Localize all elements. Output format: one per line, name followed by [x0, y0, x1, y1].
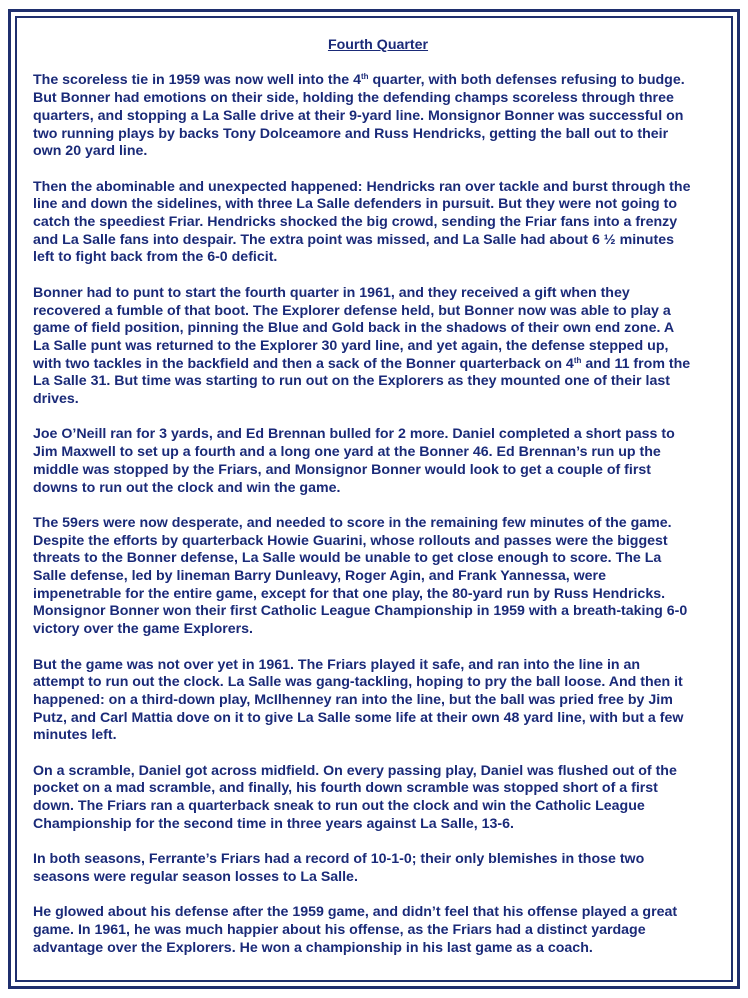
text-segment: threats to the Bonner defense, La Salle would be unable to get close enough to score. The La: [33, 550, 662, 567]
text-segment: game of field position, pinning the Blue and Gold back in the shadows of their own end zone. A: [33, 320, 675, 337]
text-segment: drives.: [33, 391, 79, 408]
text-segment: quarter, with both defenses refusing to budge.: [368, 72, 685, 89]
text-line: [33, 320, 723, 338]
paragraph: [33, 851, 723, 886]
text-segment: Despite the efforts by quarterback Howie Guarini, whose rollouts and passes were the biggest: [33, 532, 668, 549]
text-segment: Then the abominable and unexpected happened: Hendricks ran over tackle and burst through the: [33, 178, 691, 195]
paragraph: [33, 763, 723, 834]
text-segment: On a scramble, Daniel got across midfield. On every passing play, Daniel was flushed out of the: [33, 762, 677, 779]
text-segment: Monsignor Bonner won their first Catholic League Championship in 1959 with a breath-taking 6-0: [33, 603, 688, 620]
text-line: [33, 214, 723, 232]
text-line: [33, 869, 723, 887]
document-title: Fourth Quarter: [327, 37, 429, 53]
text-segment: Putz, and Carl Mattia dove on it to give La Salle some life at their own 48 yard line, with but a few: [33, 709, 684, 726]
paragraph: [33, 426, 723, 497]
text-segment: pocket on a mad scramble, and finally, his fourth down scramble was stopped short of a first: [33, 780, 658, 797]
text-line: [33, 904, 723, 922]
text-line: [33, 763, 723, 781]
text-line: [33, 674, 723, 692]
text-segment: game. In 1961, he was much happier about his offense, as the Friars had a distinct yardage: [33, 922, 646, 939]
text-segment: two running plays by backs Tony Dolceamore and Russ Hendricks, getting the ball out to their: [33, 125, 669, 142]
text-line: [33, 90, 723, 108]
paragraph: [33, 179, 723, 268]
text-line: [33, 621, 723, 639]
text-line: [33, 285, 723, 303]
text-line: [33, 232, 723, 250]
text-line: [33, 444, 723, 462]
text-line: [33, 391, 723, 409]
text-line: [33, 480, 723, 498]
paragraph: [33, 285, 723, 409]
text-line: [33, 462, 723, 480]
text-segment: The 59ers were now desperate, and needed to score in the remaining few minutes of the game.: [33, 514, 672, 531]
text-line: [33, 515, 723, 533]
text-segment: line and down the sidelines, with three La Salle defenders in pursuit. But they were not going to: [33, 196, 678, 213]
text-segment: But Bonner had emotions on their side, holding the defending champs scoreless through three: [33, 90, 674, 107]
text-line: [33, 108, 723, 126]
text-line: [33, 550, 723, 568]
text-line: [33, 568, 723, 586]
text-line: [33, 356, 723, 374]
text-segment: Joe O’Neill ran for 3 yards, and Ed Brennan bulled for 2 more. Daniel completed a short pass to: [33, 426, 675, 443]
text-line: [33, 196, 723, 214]
text-segment: He glowed about his defense after the 1959 game, and didn’t feel that his offense played a great: [33, 904, 678, 921]
text-segment: seasons were regular season losses to La Salle.: [33, 868, 358, 885]
text-segment: La Salle 31. But time was starting to run out on the Explorers as they mounted one of their last: [33, 373, 670, 390]
text-line: [33, 249, 723, 267]
text-line: [33, 816, 723, 834]
paragraph-list: [33, 72, 723, 957]
text-line: [33, 426, 723, 444]
text-line: [33, 533, 723, 551]
paragraph: [33, 904, 723, 957]
text-segment: left to fight back from the 6-0 deficit.: [33, 249, 278, 266]
text-segment: But the game was not over yet in 1961. The Friars played it safe, and ran into the line in an: [33, 656, 641, 673]
text-segment: advantage over the Explorers. He won a championship in his last game as a coach.: [33, 939, 593, 956]
text-segment: recovered a fumble of that boot. The Explorer defense held, but Bonner now was able to play a: [33, 302, 671, 319]
paragraph: [33, 515, 723, 639]
text-line: [33, 710, 723, 728]
text-line: [33, 780, 723, 798]
text-line: [33, 922, 723, 940]
document-body: [33, 37, 723, 975]
text-segment: attempt to run out the clock. La Salle was gang-tackling, hoping to pry the ball loose. And then it: [33, 674, 683, 691]
text-segment: Championship for the second time in three years against La Salle, 13-6.: [33, 815, 514, 832]
ordinal-superscript: th: [361, 72, 369, 82]
text-line: [33, 586, 723, 604]
text-segment: own 20 yard line.: [33, 143, 148, 160]
text-segment: catch the speediest Friar. Hendricks shocked the big crowd, sending the Friar fans into a frenzy: [33, 214, 678, 230]
text-segment: down. The Friars ran a quarterback sneak to run out the clock and win the Catholic League: [33, 798, 645, 815]
text-segment: Salle defense, led by lineman Barry Dunleavy, Roger Agin, and Frank Yannessa, were: [33, 568, 606, 585]
text-line: [33, 338, 723, 356]
text-segment: Bonner had to punt to start the fourth quarter in 1961, and they received a gift when they: [33, 284, 630, 301]
text-segment: happened: on a third-down play, McIlhenney ran into the line, but the ball was pried free by Jim: [33, 691, 673, 708]
text-segment: and 11 from the: [581, 355, 691, 372]
text-segment: quarters, and stopping a La Salle drive at their 9-yard line. Monsignor Bonner was successful on: [33, 107, 684, 124]
text-line: [33, 603, 723, 621]
text-line: [33, 179, 723, 197]
text-line: [33, 303, 723, 321]
ordinal-superscript: th: [573, 355, 582, 365]
text-segment: middle was stopped by the Friars, and Monsignor Bonner would look to get a couple of first: [33, 461, 651, 478]
text-segment: victory over the game Explorers.: [33, 621, 253, 638]
text-line: [33, 657, 723, 675]
text-segment: impenetrable for the entire game, except for that one play, the 80-yard run by Russ Hendricks.: [33, 585, 666, 602]
paragraph: [33, 72, 723, 161]
text-segment: minutes left.: [33, 727, 117, 744]
text-segment: The scoreless tie in 1959 was now well into the 4: [33, 72, 362, 89]
text-segment: downs to run out the clock and win the game.: [33, 479, 341, 496]
paragraph: [33, 657, 723, 746]
text-segment: In both seasons, Ferrante’s Friars had a record of 10-1-0; their only blemishes in those two: [33, 851, 645, 868]
text-segment: La Salle punt was returned to the Explorer 30 yard line, and yet again, the defense stepped up,: [33, 337, 669, 354]
text-segment: and La Salle fans into despair. The extra point was missed, and La Salle had about 6 ½ minutes: [33, 231, 674, 248]
text-segment: with two tackles in the backfield and then a sack of the Bonner quarterback on 4: [33, 355, 574, 372]
text-line: [33, 851, 723, 869]
text-line: [33, 692, 723, 710]
text-segment: Jim Maxwell to set up a fourth and a long one yard at the Bonner 46. Ed Brennan’s run up the: [33, 444, 661, 461]
text-line: [33, 126, 723, 144]
text-line: [33, 798, 723, 816]
text-line: [33, 72, 723, 90]
text-line: [33, 143, 723, 161]
text-line: [33, 727, 723, 745]
text-line: [33, 940, 723, 958]
text-line: [33, 373, 723, 391]
